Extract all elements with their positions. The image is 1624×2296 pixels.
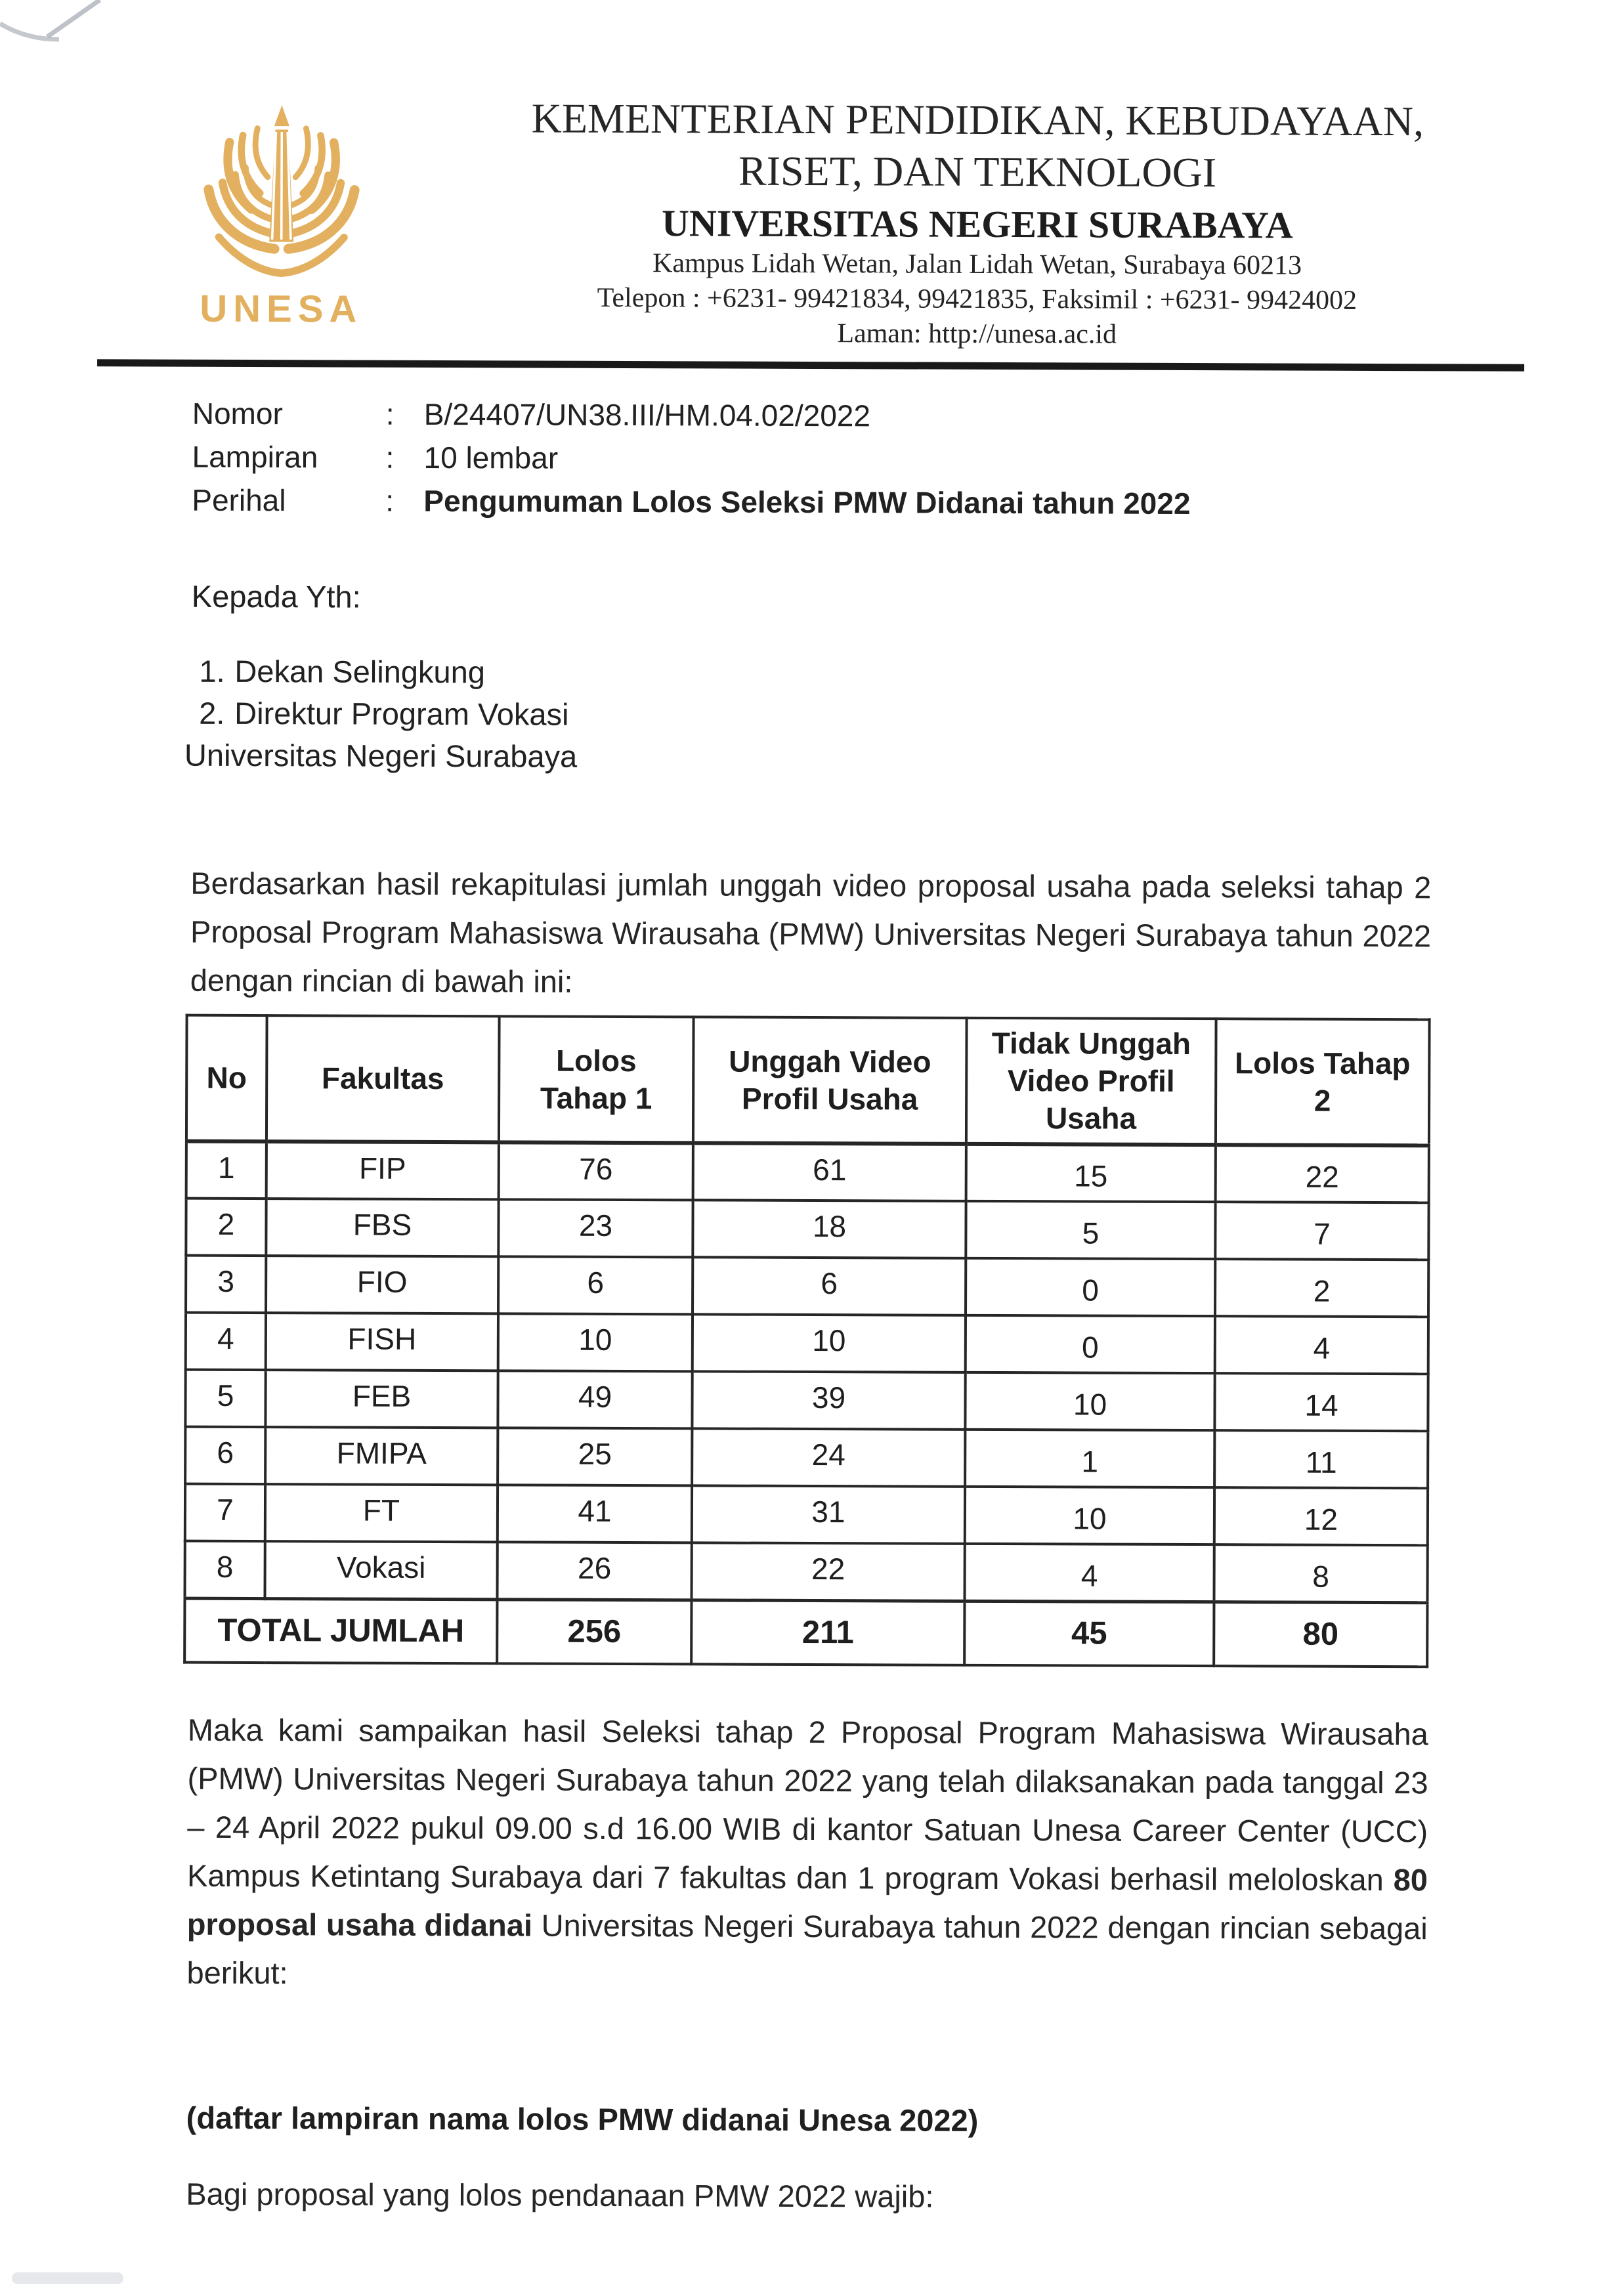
table-cell: 10 [498,1313,693,1371]
recipient-item-text: Dekan Selingkung [234,653,486,690]
table-cell: 41 [498,1485,692,1542]
meta-label: Lampiran [192,439,318,475]
table-cell: 22 [691,1542,964,1600]
ministry-line1: KEMENTERIAN PENDIDIKAN, KEBUDAYAAN, [531,95,1424,145]
table-row [185,1370,1428,1432]
table-cell: 49 [498,1371,692,1428]
table-cell: 76 [499,1142,693,1200]
table-cell: FIO [266,1256,498,1313]
table-row [185,1484,1428,1546]
unesa-emblem-icon [182,94,380,286]
col-header-unggah-video: Unggah Video Profil Usaha [693,1017,967,1143]
total-row [184,1598,1427,1667]
table-cell: 23 [498,1199,693,1257]
table-row [184,1541,1427,1603]
col-header-lolos-tahap2: Lolos Tahap 2 [1216,1019,1430,1145]
total-lolos-tahap2: 80 [1214,1602,1427,1667]
table-cell: 10 [693,1314,966,1372]
letter-subject: Pengumuman Lolos Seleksi PMW Didanai tahun 2022 [423,483,1191,521]
table-cell: FEB [265,1370,498,1428]
col-header-lolos-tahap1: Lolos Tahap 1 [499,1016,694,1143]
meta-label: Perihal [192,482,286,518]
table-cell: FISH [266,1313,498,1371]
table-cell: 2 [186,1199,266,1256]
campus-address: Kampus Lidah Wetan, Jalan Lidah Wetan, Surabaya 60213 [652,248,1302,281]
table-cell: FIP [267,1141,499,1199]
letterhead-divider [97,359,1524,372]
table-cell: 26 [497,1542,691,1600]
table-cell: 0 [966,1315,1215,1373]
table-cell: FMIPA [265,1427,498,1485]
letter-number: B/24407/UN38.III/HM.04.02/2022 [423,396,871,433]
recipient-item [184,692,1621,740]
table-cell: 6 [185,1427,265,1484]
total-lolos-tahap1: 256 [497,1599,691,1664]
meta-label: Nomor [192,396,283,431]
letterhead [97,91,1525,354]
opening-paragraph: Berdasarkan hasil rekapitulasi jumlah unggah video proposal usaha pada seleksi tahap 2 Proposal Program Mahasiswa Wirausaha (PMW) Universitas Negeri Surabaya tahun 2022 dengan rincian di bawah ini: [190,865,1432,999]
recipient-item-number: 1. [199,653,225,689]
table-cell: FT [265,1484,498,1542]
table-cell: 31 [692,1485,965,1543]
meta-row-lampiran [192,435,1622,484]
table-cell: 4 [964,1544,1214,1602]
attachment-count: 10 lembar [423,440,559,475]
unesa-logo-text: UNESA [200,287,363,331]
table-cell: 12 [1214,1487,1428,1545]
table-cell: 6 [693,1257,966,1315]
attachment-note: (daftar lampiran nama lolos PMW didanai Unesa 2022) [186,2100,979,2138]
table-row [186,1199,1428,1260]
table-cell: 15 [966,1144,1216,1202]
table-cell: 2 [1215,1259,1428,1317]
table-cell: 3 [186,1256,266,1313]
table-cell: 39 [692,1371,965,1429]
result-paragraph-bold: 80 proposal usaha didanai [186,1862,1428,1943]
table-row [186,1141,1429,1203]
unesa-logo [171,94,392,331]
recap-table-footer [184,1598,1427,1667]
table-row [186,1256,1428,1317]
table-cell: 24 [692,1428,965,1486]
table-cell: FBS [266,1199,498,1256]
table-cell: 4 [1215,1316,1428,1374]
table-cell: 5 [966,1201,1215,1259]
table-cell: 1 [186,1141,267,1199]
meta-row-perihal [192,478,1622,527]
result-paragraph [186,1706,1428,2002]
recipient-institution: Universitas Negeri Surabaya [184,737,578,774]
table-cell: 0 [966,1258,1215,1316]
table-row [185,1427,1428,1489]
recipient-item-text: Direktur Program Vokasi [234,695,569,732]
letter-meta [192,392,1623,527]
col-header-no: No [186,1015,267,1141]
recap-table [183,1014,1430,1669]
table-cell: 10 [965,1372,1214,1430]
table-cell: 25 [498,1428,692,1485]
recipient-item [184,650,1621,698]
header-row [186,1015,1430,1146]
recipient-list [184,650,1621,740]
table-cell: 11 [1214,1430,1428,1488]
result-paragraph-pre: Maka kami sampaikan hasil Seleksi tahap 2 Proposal Program Mahasiswa Wirausaha (PMW) Universitas Negeri Surabaya tahun 2022 yang telah dilaksanakan pada tanggal 23 – 24 April 2022 pukul 09.00 s.d 16.00 WIB di kantor Satuan Unesa Career Center (UCC) Kampus Ketintang Surabaya dari 7 fakultas dan 1 program Vokasi berhasil meloloskan [186,1712,1428,1898]
col-header-tidak-unggah: Tidak Unggah Video Profil Usaha [966,1018,1216,1145]
table-cell: 4 [186,1313,266,1370]
recap-table-header [186,1015,1430,1146]
table-cell: 18 [693,1200,966,1258]
recap-table-body [184,1141,1428,1603]
meta-separator: : [385,483,395,518]
table-cell: 8 [184,1541,265,1598]
meta-separator: : [385,440,395,475]
table-cell: 10 [965,1487,1214,1544]
university-name: UNIVERSITAS NEGERI SURABAYA [661,202,1293,247]
table-cell: 6 [498,1256,693,1314]
table-cell: 22 [1216,1145,1429,1202]
table-cell: 61 [693,1143,966,1201]
table-cell: 8 [1214,1544,1427,1602]
letterhead-text [425,92,1529,354]
salutation: Kepada Yth: [191,578,361,614]
total-tidak-unggah: 45 [964,1601,1214,1666]
col-header-fakultas: Fakultas [267,1015,500,1142]
table-cell: 5 [185,1370,265,1427]
recipient-block [184,577,1622,782]
result-paragraph-post: Universitas Negeri Surabaya tahun 2022 dengan rincian sebagai berikut: [186,1907,1428,1991]
table-row [186,1313,1428,1374]
recipient-item-number: 2. [199,695,225,731]
table-cell: 7 [185,1484,265,1541]
table-cell: 1 [965,1430,1214,1487]
total-label: TOTAL JUMLAH [184,1598,497,1664]
obligation-intro: Bagi proposal yang lolos pendanaan PMW 2022 wajib: [186,2176,934,2214]
total-unggah-video: 211 [691,1600,964,1665]
phone-fax-line: Telepon : +6231- 99421834, 99421835, Faksimil : +6231- 99424002 [597,282,1357,316]
table-cell: Vokasi [265,1541,497,1599]
ministry-line2: RISET, DAN TEKNOLOGI [738,147,1217,196]
table-cell: 7 [1215,1202,1428,1260]
meta-separator: : [385,396,395,431]
meta-row-nomor [192,392,1623,440]
table-cell: 14 [1214,1373,1428,1431]
website-line: Laman: http://unesa.ac.id [837,318,1117,350]
